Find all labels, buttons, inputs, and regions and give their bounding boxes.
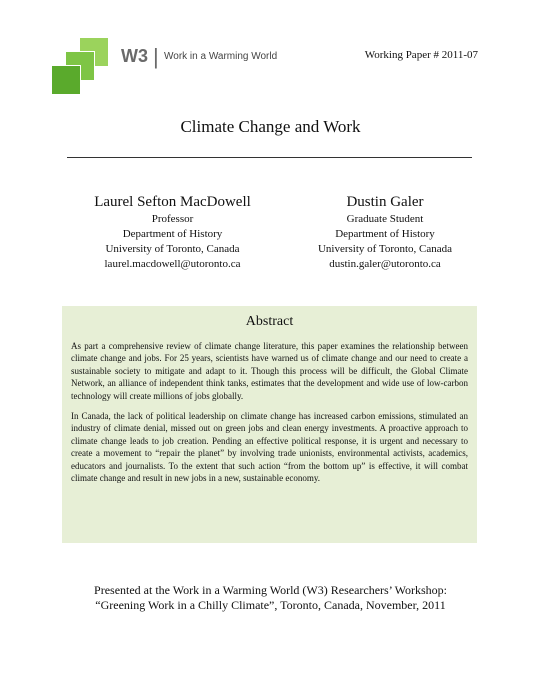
paper-title: Climate Change and Work [180, 117, 361, 136]
abstract-box [62, 306, 477, 543]
author-name: Dustin Galer [346, 194, 424, 210]
title-divider [67, 157, 472, 158]
logo-text: W3 [121, 46, 148, 66]
w3-logo-squares-icon [51, 37, 109, 95]
abstract-heading: Abstract [245, 314, 294, 329]
logo-separator: | [153, 44, 159, 69]
abstract-paragraph-2: In Canada, the lack of political leadership on climate change has increased carbon emissions, stimulated an industry of climate denial, missed out on green jobs and clean energy investments. A proactive approach to climate change leads to job creation. Pending an effective political response, it is urgent and necessary to create a movement to “repair the planet” by involving trade unionists, environmental activists, academics, educators and journalists. To the extent that such action “from the bottom up” is effective, it will combat climate change and result in new jobs in a new, sustainable economy. [71, 411, 468, 484]
author-block-2 [290, 193, 480, 272]
author-block-1 [75, 193, 270, 272]
presentation-note [0, 583, 541, 613]
presentation-note-line-2: “Greening Work in a Chilly Climate”, Toronto, Canada, November, 2011 [95, 598, 446, 612]
author-affiliation: University of Toronto, Canada [317, 243, 453, 255]
author-role: Graduate Student [346, 213, 424, 225]
author-affiliation: University of Toronto, Canada [105, 243, 240, 255]
author-department: Department of History [335, 228, 435, 240]
author-name: Laurel Sefton MacDowell [94, 194, 251, 210]
author-department: Department of History [122, 228, 223, 240]
author-email: dustin.galer@utoronto.ca [329, 258, 441, 270]
working-paper-number: Working Paper # 2011-07 [364, 49, 478, 61]
abstract-paragraph-1: As part a comprehensive review of climate change literature, this paper examines the relationship between climate change and jobs. For 25 years, scientists have warned us of climate change and our need to create a sustainable society to mitigate and adapt to it. Though this process will be difficult, the Global Climate Network, an alliance of independent think tanks, estimates that the development and wide use of low-carbon technology will create millions of jobs globally. [71, 341, 468, 401]
presentation-note-line-1: Presented at the Work in a Warming World (W3) Researchers’ Workshop: [94, 583, 447, 597]
logo-square-bottom [51, 65, 81, 95]
logo-subtitle: Work in a Warming World [164, 51, 278, 62]
author-email: laurel.macdowell@utoronto.ca [104, 258, 241, 270]
author-role: Professor [151, 213, 194, 225]
